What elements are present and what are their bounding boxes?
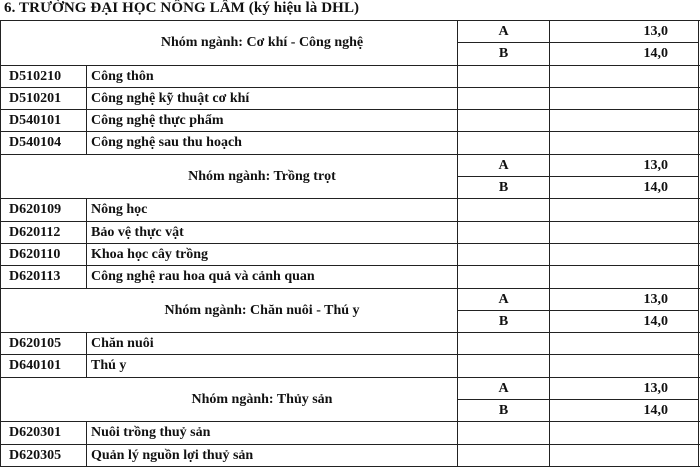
cutoff-score: 14,0: [550, 311, 699, 333]
block-score-row: [458, 378, 699, 400]
cutoff-score: 13,0: [550, 289, 699, 310]
major-score-cell: [550, 333, 699, 354]
group-header-row: [0, 378, 700, 423]
major-score-cell: [550, 445, 699, 466]
admissions-table: [0, 21, 700, 467]
exam-block: B: [458, 43, 550, 65]
major-block-cell: [458, 222, 550, 243]
major-score-cell: [550, 355, 699, 376]
major-row: [0, 66, 700, 88]
exam-block: A: [458, 378, 550, 399]
block-score-row: [458, 43, 699, 65]
major-row: [0, 199, 700, 221]
major-code: D620301: [0, 422, 87, 443]
group-name: Nhóm ngành: Chăn nuôi - Thú y: [0, 289, 458, 333]
exam-block: B: [458, 177, 550, 199]
cutoff-score: 13,0: [550, 378, 699, 399]
major-code: D620112: [0, 222, 87, 243]
major-name: Thú y: [87, 355, 458, 376]
group-header-row: [0, 155, 700, 200]
major-block-cell: [458, 110, 550, 131]
block-score-row: [458, 21, 699, 43]
cutoff-score: 14,0: [550, 177, 699, 199]
major-code: D640101: [0, 355, 87, 376]
major-block-cell: [458, 88, 550, 109]
block-score-row: [458, 289, 699, 311]
major-score-cell: [550, 132, 699, 153]
exam-block: A: [458, 21, 550, 42]
major-row: [0, 88, 700, 110]
major-row: [0, 445, 700, 467]
group-name: Nhóm ngành: Cơ khí - Công nghệ: [0, 21, 458, 65]
major-block-cell: [458, 333, 550, 354]
block-score-row: [458, 400, 699, 422]
major-name: Công thôn: [87, 66, 458, 87]
major-name: Khoa học cây trồng: [87, 244, 458, 265]
major-code: D620305: [0, 445, 87, 466]
major-score-cell: [550, 244, 699, 265]
major-code: D540104: [0, 132, 87, 153]
major-name: Công nghệ thực phẩm: [87, 110, 458, 131]
major-code: D620105: [0, 333, 87, 354]
major-block-cell: [458, 199, 550, 220]
major-row: [0, 244, 700, 266]
major-row: [0, 333, 700, 355]
block-score-row: [458, 177, 699, 199]
major-block-cell: [458, 244, 550, 265]
major-score-cell: [550, 66, 699, 87]
major-block-cell: [458, 66, 550, 87]
group-header-row: [0, 21, 700, 66]
major-score-cell: [550, 110, 699, 131]
cutoff-score: 13,0: [550, 21, 699, 42]
major-name: Quản lý nguồn lợi thuỷ sản: [87, 445, 458, 466]
block-score-row: [458, 155, 699, 177]
major-name: Chăn nuôi: [87, 333, 458, 354]
major-name: Công nghệ kỹ thuật cơ khí: [87, 88, 458, 109]
group-name: Nhóm ngành: Trồng trọt: [0, 155, 458, 199]
group-header-row: [0, 289, 700, 334]
major-row: [0, 110, 700, 132]
cutoff-score: 14,0: [550, 400, 699, 422]
exam-block: B: [458, 400, 550, 422]
major-score-cell: [550, 199, 699, 220]
exam-block: A: [458, 289, 550, 310]
major-code: D510210: [0, 66, 87, 87]
major-name: Bảo vệ thực vật: [87, 222, 458, 243]
major-code: D510201: [0, 88, 87, 109]
major-score-cell: [550, 222, 699, 243]
major-row: [0, 266, 700, 288]
major-name: Nông học: [87, 199, 458, 220]
major-block-cell: [458, 266, 550, 287]
group-name: Nhóm ngành: Thủy sản: [0, 378, 458, 422]
page-title: 6. TRƯỜNG ĐẠI HỌC NÔNG LÂM (ký hiệu là DHL): [4, 0, 360, 16]
major-name: Công nghệ sau thu hoạch: [87, 132, 458, 153]
cutoff-score: 13,0: [550, 155, 699, 176]
major-code: D540101: [0, 110, 87, 131]
major-block-cell: [458, 132, 550, 153]
major-code: D620113: [0, 266, 87, 287]
major-code: D620109: [0, 199, 87, 220]
major-score-cell: [550, 266, 699, 287]
major-name: Nuôi trồng thuỷ sản: [87, 422, 458, 443]
major-score-cell: [550, 422, 699, 443]
major-row: [0, 222, 700, 244]
major-code: D620110: [0, 244, 87, 265]
major-block-cell: [458, 355, 550, 376]
major-block-cell: [458, 422, 550, 443]
exam-block: A: [458, 155, 550, 176]
major-name: Công nghệ rau hoa quả và cảnh quan: [87, 266, 458, 287]
major-row: [0, 132, 700, 154]
block-score-row: [458, 311, 699, 333]
major-row: [0, 422, 700, 444]
major-score-cell: [550, 88, 699, 109]
cutoff-score: 14,0: [550, 43, 699, 65]
exam-block: B: [458, 311, 550, 333]
major-block-cell: [458, 445, 550, 466]
major-row: [0, 355, 700, 377]
